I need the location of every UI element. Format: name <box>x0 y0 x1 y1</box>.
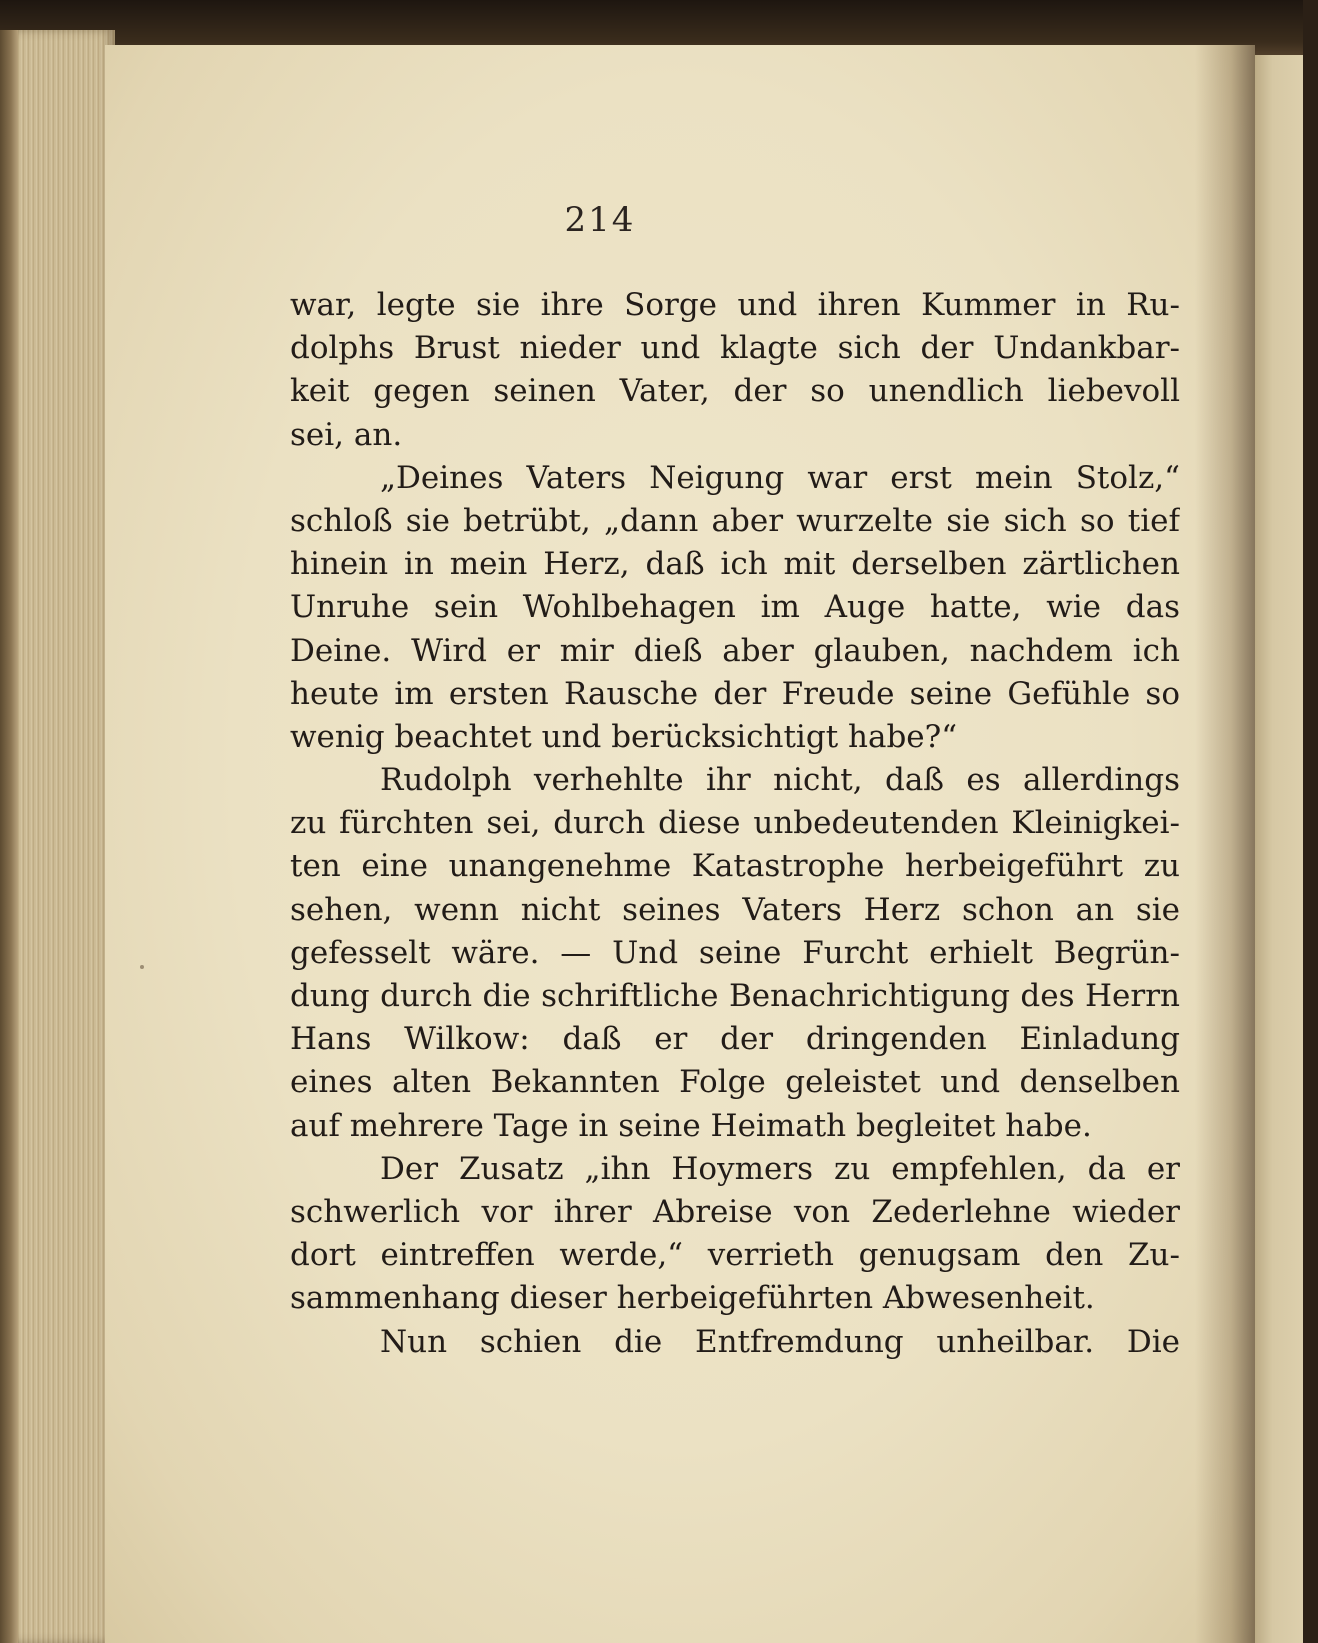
text-line: dung durch die schriftliche Benachrichtigung des Herrn <box>290 978 1180 1014</box>
text-line: hinein in mein Herz, daß ich mit derselben zärtlichen <box>290 546 1180 583</box>
text-line: gefesselt wäre. — Und seine Furcht erhielt Begrün- <box>290 934 1180 971</box>
book-spine-edge <box>0 30 18 1643</box>
text-line: Unruhe sein Wohlbehagen im Auge hatte, wie das <box>290 589 1180 626</box>
text-line: schloß sie betrübt, „dann aber wurzelte sie sich so tief <box>290 502 1180 539</box>
text-line: war, legte sie ihre Sorge und ihren Kummer in Ru- <box>290 287 1180 323</box>
text-line: sehen, wenn nicht seines Vaters Herz schon an sie <box>290 891 1180 928</box>
text-line: Rudolph verhehlte ihr nicht, daß es allerdings <box>380 762 1180 799</box>
text-line: heute im ersten Rausche der Freude seine Gefühle so <box>290 675 1180 712</box>
text-line: Nun schien die Entfremdung unheilbar. Die <box>380 1323 1180 1360</box>
page-gutter-shadow <box>1195 45 1255 1643</box>
text-line: Deine. Wird er mir dieß aber glauben, nachdem ich <box>290 632 1180 669</box>
text-line: eines alten Bekannten Folge geleistet und denselben <box>290 1064 1180 1101</box>
text-line: sammenhang dieser herbeigeführten Abwesenheit. <box>290 1280 1095 1317</box>
text-line: Der Zusatz „ihn Hoymers zu empfehlen, da er <box>380 1150 1180 1187</box>
text-line: wenig beachtet und berücksichtigt habe?“ <box>290 718 958 755</box>
right-binding <box>1303 0 1318 1643</box>
text-line: schwerlich vor ihrer Abreise von Zederlehne wieder <box>290 1193 1180 1230</box>
text-line: „Deines Vaters Neigung war erst mein Stolz,“ <box>380 459 1180 496</box>
text-line: keit gegen seinen Vater, der so unendlich liebevoll <box>290 373 1180 410</box>
text-line: zu fürchten sei, durch diese unbedeutenden Kleinigkei- <box>290 805 1180 842</box>
page-number: 214 <box>564 200 636 240</box>
text-line: sei, an. <box>290 416 403 453</box>
text-line: Hans Wilkow: daß er der dringenden Einladung <box>290 1021 1180 1058</box>
text-line: ten eine unangenehme Katastrophe herbeigeführt zu <box>290 848 1180 885</box>
text-line: dort eintreffen werde,“ verrieth genugsam den Zu- <box>290 1237 1180 1274</box>
body-text <box>290 284 1180 1364</box>
text-line: dolphs Brust nieder und klagte sich der Undankbar- <box>290 330 1180 367</box>
text-line: auf mehrere Tage in seine Heimath begleitet habe. <box>290 1107 1092 1144</box>
paper-speck <box>140 965 144 969</box>
